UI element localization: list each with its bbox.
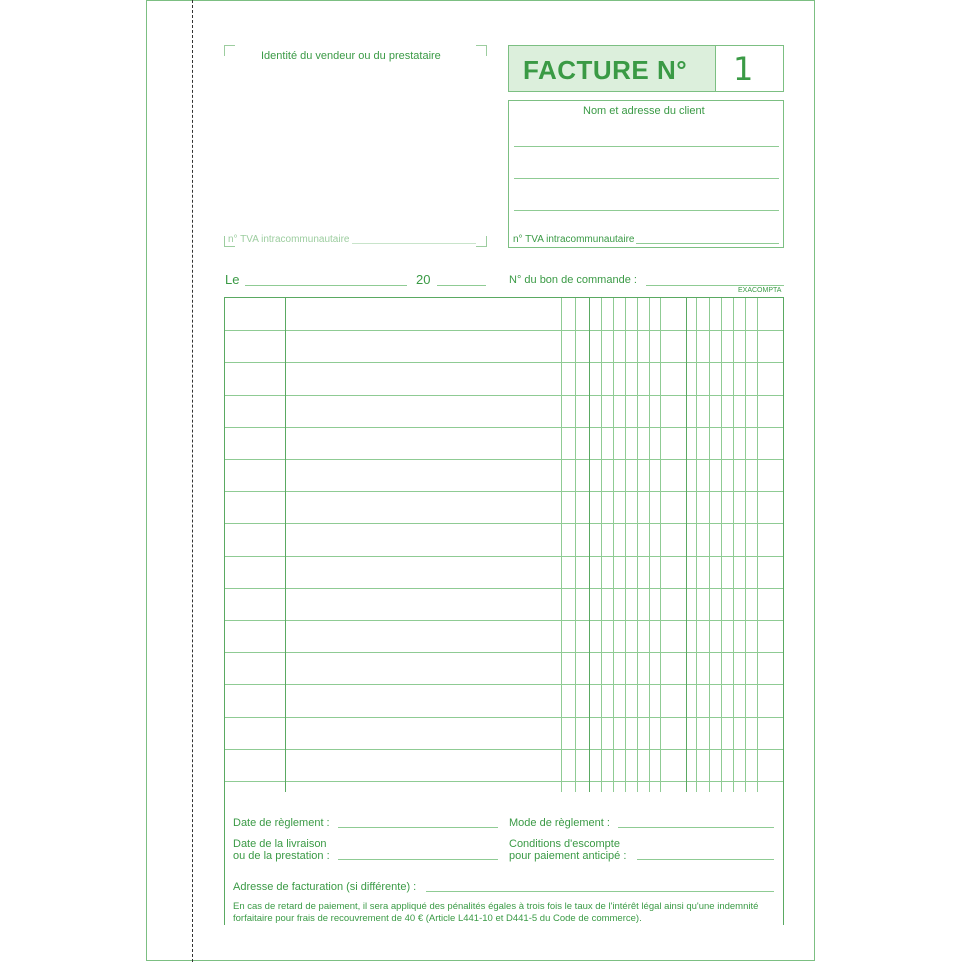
grid-row-rule bbox=[225, 459, 783, 460]
grid-column-rule bbox=[589, 298, 590, 792]
payment-mode-line[interactable] bbox=[618, 827, 774, 828]
grid-column-rule bbox=[660, 298, 661, 792]
invoice-title: FACTURE N° bbox=[523, 55, 688, 85]
client-line-1[interactable] bbox=[514, 146, 779, 147]
grid-column-rule bbox=[649, 298, 650, 792]
seller-tva-label: n° TVA intracommunautaire bbox=[228, 234, 350, 245]
grid-row-rule bbox=[225, 749, 783, 750]
order-number-label: N° du bon de commande : bbox=[509, 274, 637, 286]
grid-column-rule bbox=[601, 298, 602, 792]
grid-column-rule bbox=[686, 298, 687, 792]
delivery-line[interactable] bbox=[338, 859, 498, 860]
footer-right-rule bbox=[783, 791, 784, 925]
order-number-line[interactable] bbox=[646, 285, 784, 286]
grid-column-rule bbox=[561, 298, 562, 792]
grid-row-rule bbox=[225, 491, 783, 492]
seller-corner-tl bbox=[224, 45, 235, 56]
grid-column-rule bbox=[575, 298, 576, 792]
grid-column-rule bbox=[721, 298, 722, 792]
invoice-number: 1 bbox=[733, 50, 754, 88]
grid-column-rule bbox=[696, 298, 697, 792]
payment-date-label: Date de règlement : bbox=[233, 817, 330, 829]
grid-row-rule bbox=[225, 588, 783, 589]
client-line-3[interactable] bbox=[514, 210, 779, 211]
discount-label-1: Conditions d'escompte bbox=[509, 838, 620, 850]
brand-label: EXACOMPTA bbox=[738, 287, 782, 294]
seller-title: Identité du vendeur ou du prestataire bbox=[261, 50, 441, 62]
grid-column-rule bbox=[285, 298, 286, 792]
seller-corner-br bbox=[476, 236, 487, 247]
grid-row-rule bbox=[225, 781, 783, 782]
grid-row-rule bbox=[225, 395, 783, 396]
grid-row-rule bbox=[225, 330, 783, 331]
grid-column-rule bbox=[745, 298, 746, 792]
client-tva-label: n° TVA intracommunautaire bbox=[513, 234, 635, 245]
billing-address-line[interactable] bbox=[426, 891, 774, 892]
delivery-label-1: Date de la livraison bbox=[233, 838, 327, 850]
discount-line[interactable] bbox=[637, 859, 774, 860]
grid-column-rule bbox=[733, 298, 734, 792]
discount-label-2: pour paiement anticipé : bbox=[509, 850, 627, 862]
delivery-label-2: ou de la prestation : bbox=[233, 850, 330, 862]
grid-row-rule bbox=[225, 652, 783, 653]
grid-row-rule bbox=[225, 717, 783, 718]
payment-mode-label: Mode de règlement : bbox=[509, 817, 610, 829]
client-line-2[interactable] bbox=[514, 178, 779, 179]
billing-address-label: Adresse de facturation (si différente) : bbox=[233, 881, 417, 893]
grid-row-rule bbox=[225, 523, 783, 524]
client-tva-line[interactable] bbox=[636, 243, 779, 244]
grid-column-rule bbox=[613, 298, 614, 792]
date-year-prefix: 20 bbox=[416, 272, 431, 287]
grid-column-rule bbox=[709, 298, 710, 792]
grid-column-rule bbox=[757, 298, 758, 792]
perforation-line bbox=[192, 0, 193, 962]
footer-left-rule bbox=[224, 791, 225, 925]
grid-row-rule bbox=[225, 684, 783, 685]
date-day-line[interactable] bbox=[245, 285, 407, 286]
items-grid bbox=[224, 297, 784, 791]
legal-notice-line-1: En cas de retard de paiement, il sera appliqué des pénalités égales à trois fois le taux de l'intérêt légal ainsi qu'une indemnité bbox=[233, 901, 759, 912]
client-box bbox=[508, 100, 784, 248]
grid-row-rule bbox=[225, 362, 783, 363]
seller-tva-line bbox=[352, 243, 476, 244]
invoice-title-cell bbox=[509, 46, 716, 91]
client-title: Nom et adresse du client bbox=[583, 105, 705, 117]
payment-date-line[interactable] bbox=[338, 827, 498, 828]
date-le-label: Le bbox=[225, 272, 240, 287]
grid-row-rule bbox=[225, 427, 783, 428]
grid-row-rule bbox=[225, 620, 783, 621]
grid-row-rule bbox=[225, 556, 783, 557]
date-year-line[interactable] bbox=[437, 285, 486, 286]
grid-column-rule bbox=[625, 298, 626, 792]
seller-corner-tr bbox=[476, 45, 487, 56]
legal-notice-line-2: forfaitaire pour frais de recouvrement de 40 € (Article L441-10 et D441-5 du Code de commerce). bbox=[233, 913, 642, 924]
grid-column-rule bbox=[637, 298, 638, 792]
invoice-title-box bbox=[508, 45, 784, 92]
